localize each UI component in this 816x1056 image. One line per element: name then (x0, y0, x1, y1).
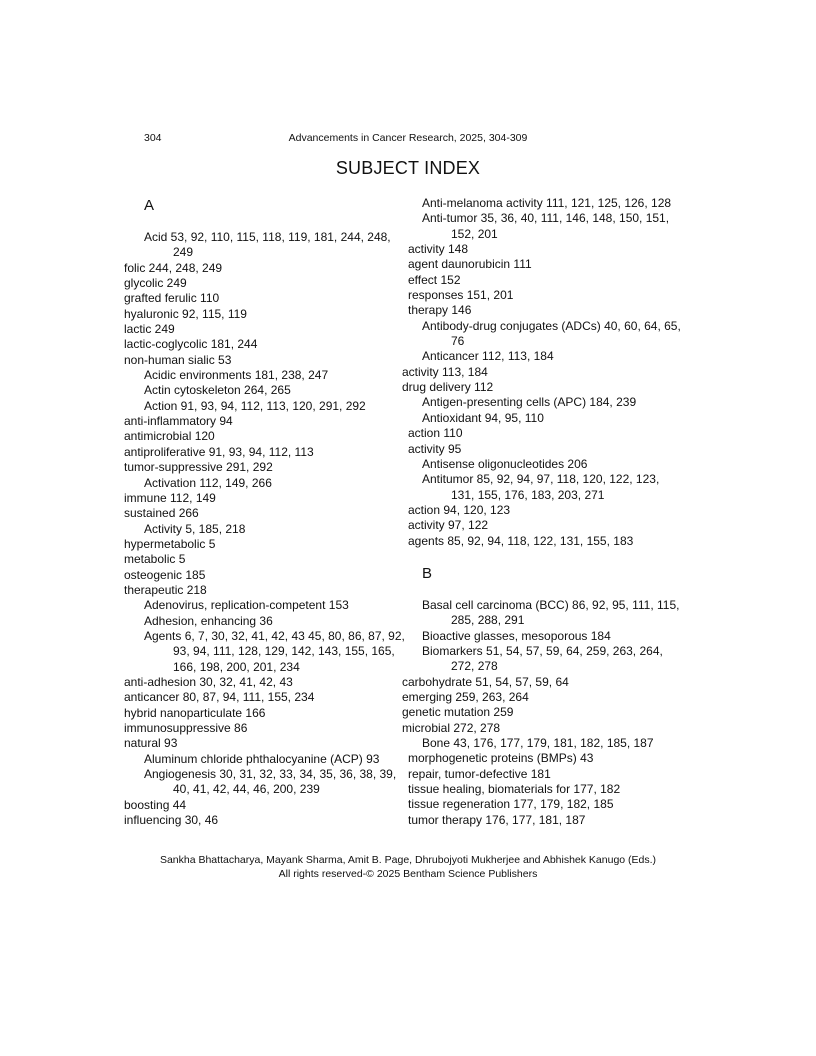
spacer (144, 215, 409, 230)
index-subentry: responses 151, 201 (408, 288, 514, 303)
index-subentry: folic 244, 248, 249 (124, 260, 223, 275)
index-subentry: emerging 259, 263, 264 (402, 689, 529, 704)
index-subentry: genetic mutation 259 (402, 705, 514, 720)
index-entry: Anti-melanoma activity 111, 121, 125, 126, 128 (422, 196, 672, 210)
index-entry: Antitumor 85, 92, 94, 97, 118, 120, 122, 123, 131, 155, 176, 183, 203, 271 (422, 472, 660, 502)
index-entry: Activation 112, 149, 266 (144, 475, 272, 490)
footer-copyright: All rights reserved-© 2025 Bentham Science Publishers (278, 867, 538, 880)
index-subentry: glycolic 249 (124, 276, 187, 291)
index-subentry: tissue regeneration 177, 179, 182, 185 (408, 797, 614, 812)
index-subentry: grafted ferulic 110 (124, 291, 220, 306)
index-subentry: effect 152 (408, 272, 461, 287)
index-subentry: drug delivery 112 (402, 380, 494, 395)
index-entry: Anticancer 112, 113, 184 (422, 349, 554, 364)
index-entry: Anti-tumor 35, 36, 40, 111, 146, 148, 150, 151, 152, 201 (422, 211, 670, 241)
page-header (0, 132, 816, 148)
index-subentry: tumor-suppressive 291, 292 (124, 460, 273, 475)
index-entry: Acidic environments 181, 238, 247 (144, 368, 329, 383)
index-subentry: tissue healing, biomaterials for 177, 182 (408, 782, 621, 797)
index-subentry: carbohydrate 51, 54, 57, 59, 64 (402, 674, 569, 689)
index-entry: Acid 53, 92, 110, 115, 118, 119, 181, 244, 248, 249 (144, 230, 391, 260)
index-subentry: osteogenic 185 (124, 567, 206, 582)
running-title: Advancements in Cancer Research, 2025, 304-309 (288, 132, 528, 144)
index-subentry: agents 85, 92, 94, 118, 122, 131, 155, 183 (408, 533, 634, 548)
index-subentry: action 110 (408, 426, 463, 441)
index-entry: Biomarkers 51, 54, 57, 59, 64, 259, 263, 264, 272, 278 (422, 643, 663, 674)
index-entry: Aluminum chloride phthalocyanine (ACP) 93 (144, 751, 380, 766)
spacer (422, 583, 682, 598)
index-subentry: activity 95 (408, 441, 462, 456)
page-footer (0, 854, 816, 881)
index-entry: Bone 43, 176, 177, 179, 181, 182, 185, 187 (422, 736, 654, 750)
index-subentry: hybrid nanoparticulate 166 (124, 705, 266, 720)
spacer (422, 549, 682, 564)
index-entry: Adhesion, enhancing 36 (144, 613, 273, 628)
index-subentry: agent daunorubicin 111 (408, 257, 532, 272)
index-subentry: activity 113, 184 (402, 364, 488, 379)
index-entry: Actin cytoskeleton 264, 265 (144, 383, 291, 398)
index-subentry: morphogenetic proteins (BMPs) 43 (408, 751, 594, 766)
index-subentry: lactic-coglycolic 181, 244 (124, 337, 258, 352)
index-subentry: lactic 249 (124, 322, 175, 337)
index-subentry: microbial 272, 278 (402, 720, 501, 735)
index-subentry: hypermetabolic 5 (124, 536, 216, 551)
index-entry: Antioxidant 94, 95, 110 (422, 410, 544, 425)
index-entry: Bioactive glasses, mesoporous 184 (422, 628, 611, 643)
index-subentry: therapeutic 218 (124, 582, 207, 597)
index-subentry: anti-adhesion 30, 32, 41, 42, 43 (124, 674, 293, 689)
index-subentry: repair, tumor-defective 181 (408, 766, 551, 781)
index-entry: Adenovirus, replication-competent 153 (144, 598, 349, 613)
index-entry: Basal cell carcinoma (BCC) 86, 92, 95, 111, 115, 285, 288, 291 (422, 597, 680, 628)
index-entry: Antigen-presenting cells (APC) 184, 239 (422, 395, 637, 410)
index-subentry: antimicrobial 120 (124, 429, 215, 444)
index-entry: Agents 6, 7, 30, 32, 41, 42, 43 45, 80, 86, 87, 92, 93, 94, 111, 128, 129, 142, 143, 155, 165, 166, 198, 200, 201, 234 (144, 628, 405, 674)
index-subentry: influencing 30, 46 (124, 813, 219, 828)
index-subentry: immunosuppressive 86 (124, 721, 248, 735)
index-entry: Antibody-drug conjugates (ADCs) 40, 60, 64, 65, 76 (422, 318, 681, 349)
index-subentry: non-human sialic 53 (124, 352, 232, 367)
index-subentry: immune 112, 149 (124, 490, 216, 505)
index-subentry: hyaluronic 92, 115, 119 (124, 306, 247, 321)
index-subentry: antiproliferative 91, 93, 94, 112, 113 (124, 444, 314, 459)
index-subentry: boosting 44 (124, 797, 187, 812)
index-subentry: sustained 266 (124, 506, 199, 521)
index-subentry: tumor therapy 176, 177, 181, 187 (408, 812, 586, 827)
index-subentry: therapy 146 (408, 303, 472, 318)
index-subentry: anti-inflammatory 94 (124, 414, 233, 429)
index-subentry: activity 97, 122 (408, 518, 489, 533)
index-subentry: activity 148 (408, 242, 469, 257)
section-letter: A (144, 197, 155, 214)
index-subentry: anticancer 80, 87, 94, 111, 155, 234 (124, 690, 315, 705)
index-entry: Angiogenesis 30, 31, 32, 33, 34, 35, 36, 38, 39, 40, 41, 42, 44, 46, 200, 239 (144, 767, 397, 797)
section-letter: B (422, 564, 433, 582)
footer-editors: Sankha Bhattacharya, Mayank Sharma, Amit B. Page, Dhrubojyoti Mukherjee and Abhishek Kanugo (Eds.) (159, 854, 657, 866)
index-subentry: natural 93 (124, 736, 178, 751)
index-entry: Action 91, 93, 94, 112, 113, 120, 291, 292 (144, 398, 366, 413)
page-number: 304 (144, 132, 162, 144)
index-entry: Antisense oligonucleotides 206 (422, 456, 588, 471)
index-entry: Activity 5, 185, 218 (144, 521, 246, 536)
index-column-right (402, 196, 682, 828)
index-subentry: action 94, 120, 123 (408, 502, 511, 517)
index-subentry: metabolic 5 (124, 552, 186, 567)
page-title: SUBJECT INDEX (335, 158, 481, 178)
index-column-left (124, 196, 409, 828)
